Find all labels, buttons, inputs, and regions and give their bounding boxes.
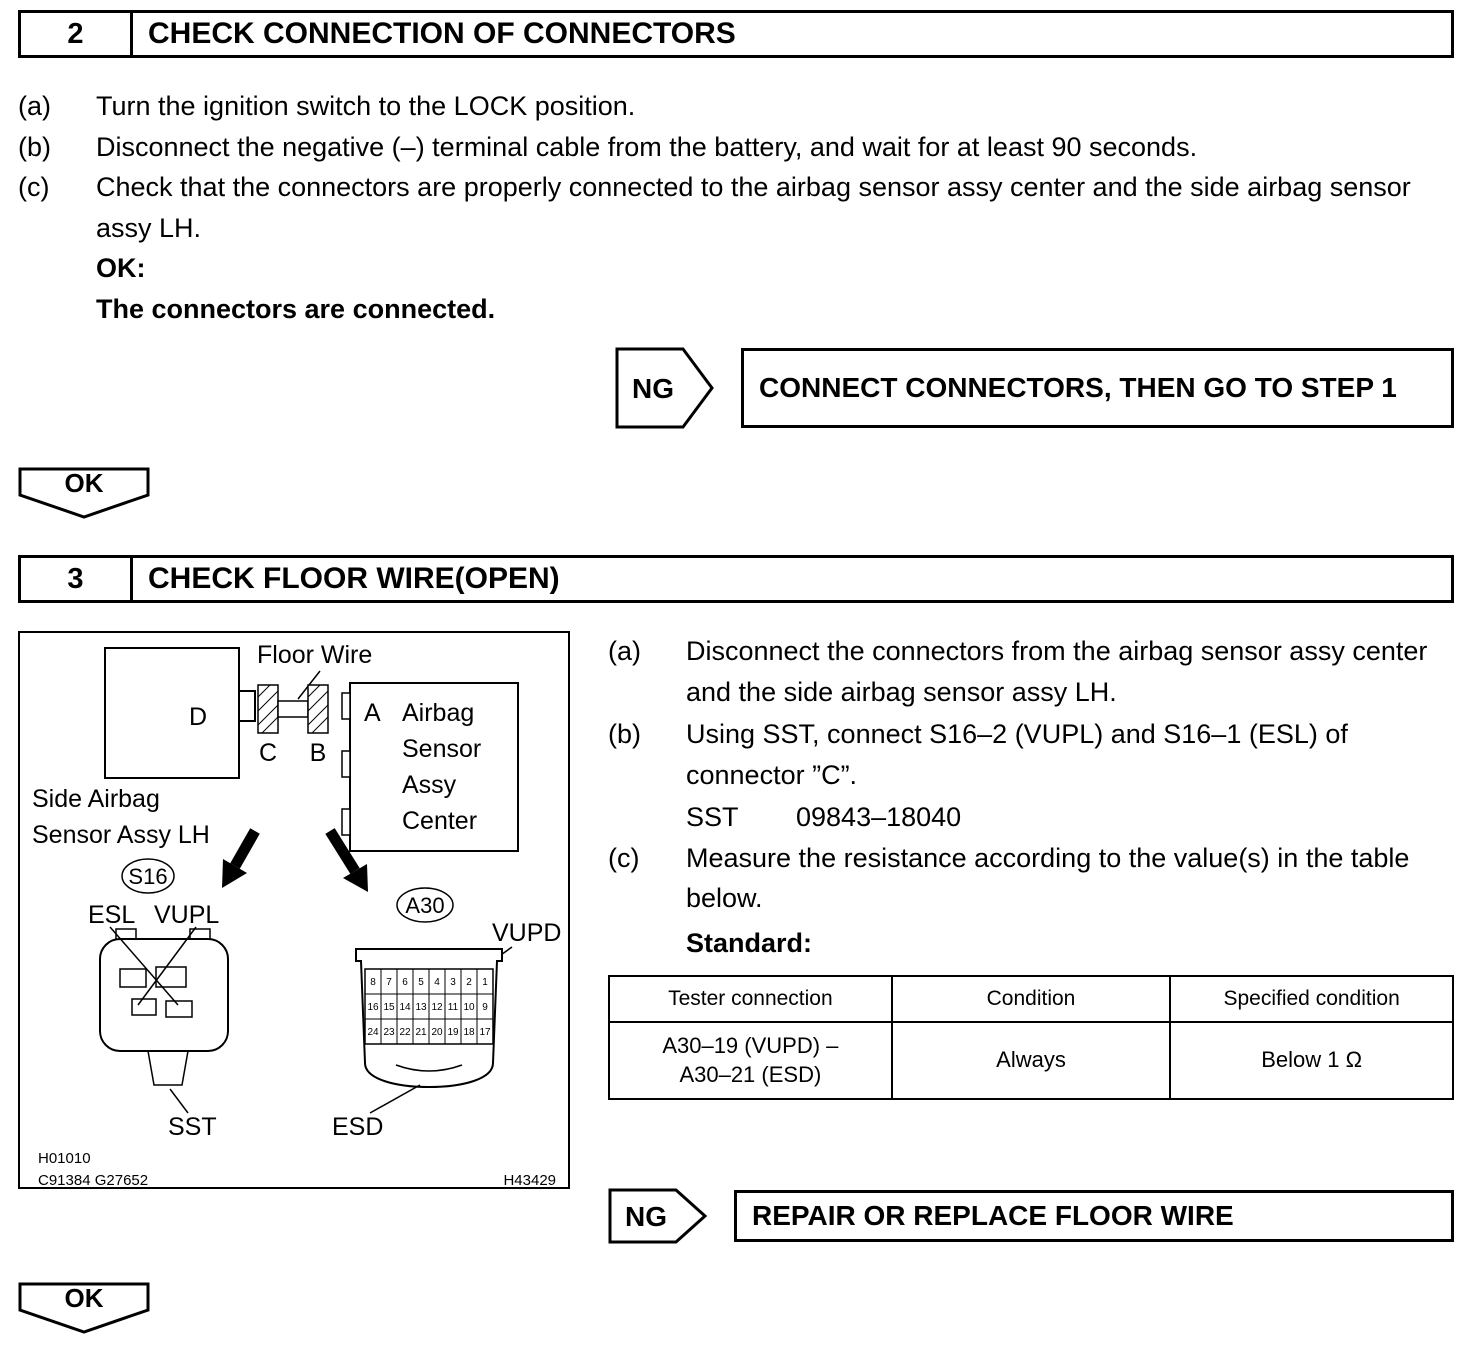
step3-item-c-label: (c) xyxy=(608,842,640,873)
cell-specified-condition: Below 1 Ω xyxy=(1170,1022,1453,1099)
wiring-diagram xyxy=(18,631,570,1189)
vupd-label: VUPD xyxy=(492,919,562,947)
svg-text:1: 1 xyxy=(482,977,488,988)
step2-number: 2 xyxy=(21,13,133,55)
svg-text:10: 10 xyxy=(463,1002,475,1013)
airbag-sensor-center-box xyxy=(342,683,518,851)
ok-chevron-icon xyxy=(18,467,150,519)
sst-row xyxy=(686,797,1454,838)
step2-item-c xyxy=(18,167,1454,248)
connector-d-box xyxy=(105,648,255,778)
standard-table-row xyxy=(609,1022,1453,1099)
sst-diagram-label: SST xyxy=(168,1113,217,1141)
svg-text:11: 11 xyxy=(447,1002,459,1013)
step3-ng-action-text: REPAIR OR REPLACE FLOOR WIRE xyxy=(752,1199,1234,1231)
figure-code-3: H43429 xyxy=(503,1172,556,1187)
connector-a-label: A xyxy=(364,699,381,727)
ng-arrow-icon xyxy=(615,347,715,429)
step2-ng-action-text: CONNECT CONNECTORS, THEN GO TO STEP 1 xyxy=(759,371,1397,403)
center-box-line4: Center xyxy=(402,807,478,835)
standard-table xyxy=(608,975,1454,1100)
step2-procedure xyxy=(18,86,1454,329)
vupl-label: VUPL xyxy=(154,901,220,929)
sst-value: 09843–18040 xyxy=(796,802,962,832)
svg-text:9: 9 xyxy=(482,1002,488,1013)
step2-item-c-text: Check that the connectors are properly connected to the airbag sensor assy center and the side airbag sensor assy LH. xyxy=(96,172,1411,243)
svg-text:15: 15 xyxy=(383,1002,395,1013)
center-box-line1: Airbag xyxy=(402,699,475,727)
step3-title: CHECK FLOOR WIRE(OPEN) xyxy=(148,562,560,595)
step3-item-b-label: (b) xyxy=(608,719,641,749)
cell-tester-connection xyxy=(609,1022,892,1099)
step2-item-b xyxy=(18,127,1454,168)
svg-text:23: 23 xyxy=(383,1027,395,1038)
step3-item-b xyxy=(608,714,1454,795)
esd-label: ESD xyxy=(332,1113,384,1141)
arrow-to-s16-icon xyxy=(222,831,255,888)
floor-wire-label: Floor Wire xyxy=(257,641,373,669)
sst-leader-line xyxy=(170,1089,188,1113)
s16-connector-drawing xyxy=(100,927,228,1085)
step2-header xyxy=(18,10,1454,58)
s16-label: S16 xyxy=(128,864,168,889)
connector-b-hatched xyxy=(308,685,328,733)
figure-code-2: C91384 G27652 xyxy=(38,1172,149,1187)
center-box-line3: Assy xyxy=(402,771,457,799)
svg-text:18: 18 xyxy=(463,1027,475,1038)
svg-text:17: 17 xyxy=(479,1027,491,1038)
svg-text:19: 19 xyxy=(447,1027,459,1038)
svg-text:3: 3 xyxy=(450,977,456,988)
step3-ng-action-box xyxy=(734,1190,1454,1242)
step3-item-b-text: Using SST, connect S16–2 (VUPL) and S16–1 (ESL) of connector ”C”. xyxy=(686,719,1348,790)
svg-text:20: 20 xyxy=(431,1027,443,1038)
step2-ng-row xyxy=(615,347,1454,429)
svg-text:13: 13 xyxy=(415,1002,427,1013)
svg-text:14: 14 xyxy=(399,1002,411,1013)
col-condition: Condition xyxy=(892,976,1171,1022)
connector-c-label: C xyxy=(258,739,278,767)
svg-text:12: 12 xyxy=(431,1002,443,1013)
floor-wire-bar xyxy=(278,701,308,717)
svg-text:22: 22 xyxy=(399,1027,411,1038)
step3-item-a xyxy=(608,631,1454,712)
step3-section xyxy=(18,555,1454,1334)
cell-condition: Always xyxy=(892,1022,1171,1099)
svg-text:8: 8 xyxy=(370,977,376,988)
pin-grid xyxy=(365,969,493,1044)
step2-title: CHECK CONNECTION OF CONNECTORS xyxy=(148,17,736,50)
step2-ok-heading: OK: xyxy=(96,253,146,283)
step2-ok-chevron-label: OK xyxy=(64,468,104,498)
connector-c-hatched xyxy=(258,685,278,733)
step3-ok-chevron-label: OK xyxy=(64,1282,104,1313)
svg-text:7: 7 xyxy=(386,977,392,988)
col-tester-connection: Tester connection xyxy=(609,976,892,1022)
step3-ng-row xyxy=(608,1188,1454,1244)
step3-number: 3 xyxy=(21,558,133,600)
step2-item-a-label: (a) xyxy=(18,91,51,121)
connector-b-label: B xyxy=(309,739,327,767)
step3-item-c xyxy=(608,838,1454,919)
a30-label: A30 xyxy=(405,893,445,918)
step2-ok-statement: The connectors are connected. xyxy=(96,293,496,324)
step3-content xyxy=(18,631,1454,1244)
step2-item-c-label: (c) xyxy=(18,172,50,202)
wiring-diagram-svg xyxy=(20,633,568,1187)
svg-text:24: 24 xyxy=(367,1027,379,1038)
step3-procedure xyxy=(608,631,1454,1244)
svg-text:2: 2 xyxy=(466,977,472,988)
step2-item-b-text: Disconnect the negative (–) terminal cable from the battery, and wait for at least 90 seconds. xyxy=(96,131,1198,162)
standard-heading: Standard: xyxy=(686,927,813,958)
ok-chevron-icon xyxy=(18,1282,150,1334)
step3-item-c-text: Measure the resistance according to the value(s) in the table below. xyxy=(686,842,1410,913)
step2-ng-label: NG xyxy=(632,373,674,404)
esd-leader-line xyxy=(370,1085,420,1113)
col-specified-condition: Specified condition xyxy=(1170,976,1453,1022)
center-box-line2: Sensor xyxy=(402,735,482,763)
tester-connection-line2: A30–21 (ESD) xyxy=(679,1062,822,1088)
step3-header xyxy=(18,555,1454,603)
svg-text:6: 6 xyxy=(402,977,408,988)
svg-text:21: 21 xyxy=(415,1027,427,1038)
ng-arrow-icon xyxy=(608,1188,708,1244)
step2-item-b-label: (b) xyxy=(18,131,51,162)
esl-label: ESL xyxy=(88,901,136,929)
side-sensor-label-line2: Sensor Assy LH xyxy=(32,821,210,849)
svg-text:4: 4 xyxy=(434,977,440,988)
svg-text:16: 16 xyxy=(367,1002,379,1013)
step2-item-a xyxy=(18,86,1454,127)
sst-label: SST xyxy=(686,802,739,832)
tester-connection-line1: A30–19 (VUPD) – xyxy=(662,1032,839,1058)
standard-table-header-row xyxy=(609,976,1453,1022)
step3-ng-label: NG xyxy=(625,1200,667,1232)
connector-d-label: D xyxy=(188,703,208,731)
svg-text:5: 5 xyxy=(418,977,424,988)
step3-item-a-text: Disconnect the connectors from the airbag sensor assy center and the side airbag sensor assy LH. xyxy=(686,636,1428,707)
figure-code-1: H01010 xyxy=(38,1150,91,1167)
step2-item-a-text: Turn the ignition switch to the LOCK position. xyxy=(96,91,636,121)
step2-ng-action-box xyxy=(741,348,1454,428)
step3-item-a-label: (a) xyxy=(608,636,641,666)
side-sensor-label-line1: Side Airbag xyxy=(32,785,160,813)
